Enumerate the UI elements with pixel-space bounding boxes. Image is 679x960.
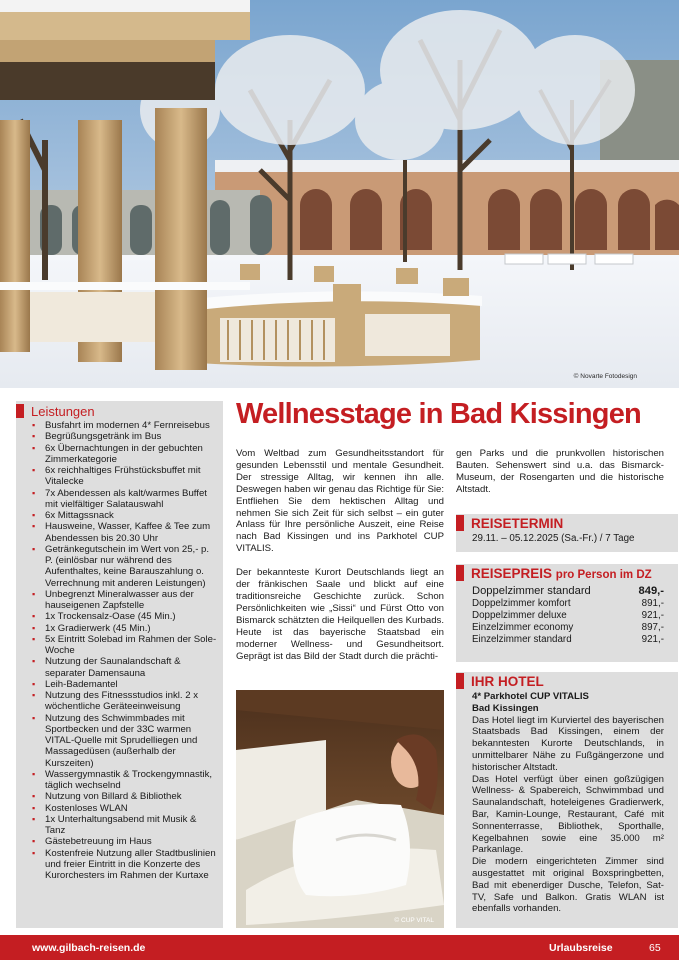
- services-item: ▪ Getränkegutschein im Wert von 25,- p. P. (einlösbar nur während des Aufenthaltes, keine Barauszahlung o. Verrechnung mit anderen Leistungen): [32, 544, 217, 589]
- spa-photo-credit: © CUP VITAL: [394, 917, 434, 924]
- price-label: Doppelzimmer komfort: [472, 598, 571, 609]
- services-item: ▪ Nutzung des Fitnessstudios inkl. 2 x wöchentliche Geräteeinweisung: [32, 690, 217, 713]
- price-label: Doppelzimmer standard: [472, 585, 591, 597]
- services-item: ▪ Kostenloses WLAN: [32, 803, 217, 814]
- services-item: ▪ Hausweine, Wasser, Kaffee & Tee zum Abendessen bis 20.30 Uhr: [32, 521, 217, 544]
- hotel-paragraph: Die modern eingerichteten Zimmer sind ausgestattet mit original Boxspringbetten, Bad mit ebenerdiger Dusche, Telefon, Sat-TV, Safe und Balkon. Gratis WLAN ist ebenfalls vorhanden.: [472, 856, 664, 915]
- travel-date-text: 29.11. – 05.12.2025 (Sa.-Fr.) / 7 Tage: [472, 533, 635, 544]
- services-header: [16, 403, 217, 419]
- price-value: 891,-: [641, 598, 664, 609]
- price-subtitle: pro Person im DZ: [555, 568, 652, 581]
- services-item: ▪ Leih-Bademantel: [32, 679, 217, 690]
- hotel-title: IHR HOTEL: [471, 673, 544, 689]
- services-item: ▪ 6x Übernachtungen in der gebuchten Zimmerkategorie: [32, 443, 217, 466]
- hotel-location: Bad Kissingen: [472, 702, 539, 714]
- services-item: ▪ Wassergymnastik & Trockengymnastik, täglich wechselnd: [32, 769, 217, 792]
- travel-date-title: REISETERMIN: [471, 515, 564, 531]
- services-item: ▪ 7x Abendessen als kalt/warmes Buffet mit vielfältiger Salatauswahl: [32, 488, 217, 511]
- page-title: Wellnesstage in Bad Kissingen: [236, 398, 641, 430]
- services-item: ▪ Unbegrenzt Mineralwasser aus der hauseigenen Zapfstelle: [32, 589, 217, 612]
- spa-photo-drawing: [236, 690, 444, 928]
- services-item: ▪ Nutzung von Billard & Bibliothek: [32, 791, 217, 802]
- services-item: ▪ 1x Gradierwerk (45 Min.): [32, 623, 217, 634]
- services-item: ▪ Busfahrt im modernen 4* Fernreisebus: [32, 420, 217, 431]
- footer-category: Urlaubsreise: [549, 942, 613, 954]
- services-panel: [16, 401, 223, 928]
- services-item: ▪ 6x Mittagssnack: [32, 510, 217, 521]
- services-item: ▪ 1x Unterhaltungsabend mit Musik & Tanz: [32, 814, 217, 837]
- footer-bar: [0, 935, 679, 960]
- footer-website-link[interactable]: www.gilbach-reisen.de: [32, 942, 146, 954]
- price-row: [472, 622, 664, 634]
- price-title: [471, 566, 652, 581]
- hotel-paragraph: Das Hotel liegt im Kurviertel des bayerischen Staatsbads Bad Kissingen, einem der bekanntesten Kurorte Deutschlands, in unmittelbarer Nähe zu Fußgängerzone und historischer Altstadt.: [472, 714, 664, 773]
- hotel-description: [456, 691, 678, 915]
- hero-photo-drawing: [0, 0, 679, 388]
- travel-date-marker: [456, 515, 464, 531]
- spa-photo: [236, 690, 444, 928]
- price-value: 921,-: [641, 610, 664, 622]
- services-item: ▪ Gästebetreuung im Haus: [32, 836, 217, 847]
- services-item: ▪ Begrüßungsgetränk im Bus: [32, 431, 217, 442]
- services-item: ▪ 5x Eintritt Solebad im Rahmen der Sole-Woche: [32, 634, 217, 657]
- price-row: [472, 634, 664, 646]
- price-table: [456, 584, 678, 646]
- intro-paragraph: Vom Weltbad zum Gesundheitsstandort für gesunden Lebensstil und mentale Gesundheit. Der stressige Alltag, wir kennen ihn alle. Deswegen haben wir genau das Richtige für Sie: Entfliehen Sie dem hektischen Alltag und nehmen Sie sich Zeit für sich selbst – ein guter Anlass für Ihre persönliche Auszeit, eine Reise nach Bad Kissingen und ins Parkhotel CUP VITALIS.: [236, 448, 444, 555]
- hotel-paragraph: Das Hotel verfügt über einen goßzügigen Wellness- & Spabereich, Schwimmbad und Saunalandschaft, hoteleigenes Gradierwerk, Bar, Kamin-Lounge, Restaurant, Café mit Sonnenterrasse, Bibliothek, Sporthalle, Kegelbahnen sowie eine 35.000 m² Parkanlage.: [472, 773, 664, 856]
- hotel-name: 4* Parkhotel CUP VITALIS: [472, 691, 589, 702]
- price-value: 897,-: [641, 622, 664, 634]
- price-row: [472, 584, 664, 598]
- hotel-box: [456, 672, 678, 928]
- price-label: Einzelzimmer standard: [472, 634, 572, 646]
- services-item: ▪ Nutzung der Saunalandschaft & separater Damensauna: [32, 656, 217, 679]
- services-marker: [16, 404, 24, 418]
- price-marker: [456, 565, 464, 581]
- price-header: [456, 564, 678, 582]
- price-label: Doppelzimmer deluxe: [472, 610, 567, 622]
- services-item: ▪ Kostenfreie Nutzung aller Stadtbuslinien und freier Eintritt in die Konzerte des Kurorchesters im Rahmen der Kurtaxe: [32, 848, 217, 882]
- services-title: Leistungen: [31, 403, 95, 419]
- history-paragraph-continued: gen Parks und die prunkvollen historischen Bauten. Sehenswert sind u.a. das Bismarck-Museum, der Rosengarten und die historische Altstadt.: [456, 448, 664, 495]
- price-row: [472, 598, 664, 610]
- travel-date-box: [456, 514, 678, 552]
- page-number: 65: [649, 942, 661, 954]
- hero-photo: [0, 0, 679, 388]
- price-row: [472, 610, 664, 622]
- hotel-header: [456, 672, 678, 690]
- services-item: ▪ Nutzung des Schwimmbades mit Sportbecken und der 33C warmen VITAL-Quelle mit Sprudelliegen und Massagedüsen (außerhalb der Kurszeiten): [32, 713, 217, 769]
- hero-photo-credit: © Novarte Fotodesign: [573, 373, 637, 380]
- intro-column: [236, 448, 444, 662]
- services-item: ▪ 1x Trockensalz-Oase (45 Min.): [32, 611, 217, 622]
- price-title-main: REISEPREIS: [471, 565, 553, 581]
- services-item: ▪ 6x reichhaltiges Frühstücksbuffet mit Vitalecke: [32, 465, 217, 488]
- hotel-marker: [456, 673, 464, 689]
- history-paragraph: Der bekannteste Kurort Deutschlands liegt an der fränkischen Saale und blickt auf eine traditionsreiche Geschichte zurück. Schon Persönlichkeiten wie „Sissi“ und Fürst Otto von Bismarck schätzten die Heilquellen des Kurbads. Heute ist das bayerische Staatsbad ein moderner Wellness- und Gesundheitsort. Geprägt ist das Bild der Stadt durch die prächti-: [236, 567, 444, 662]
- services-list: [16, 420, 217, 881]
- travel-date-header: [456, 514, 678, 532]
- price-value: 849,-: [638, 585, 664, 597]
- price-box: [456, 564, 678, 662]
- price-label: Einzelzimmer economy: [472, 622, 574, 634]
- price-value: 921,-: [641, 634, 664, 646]
